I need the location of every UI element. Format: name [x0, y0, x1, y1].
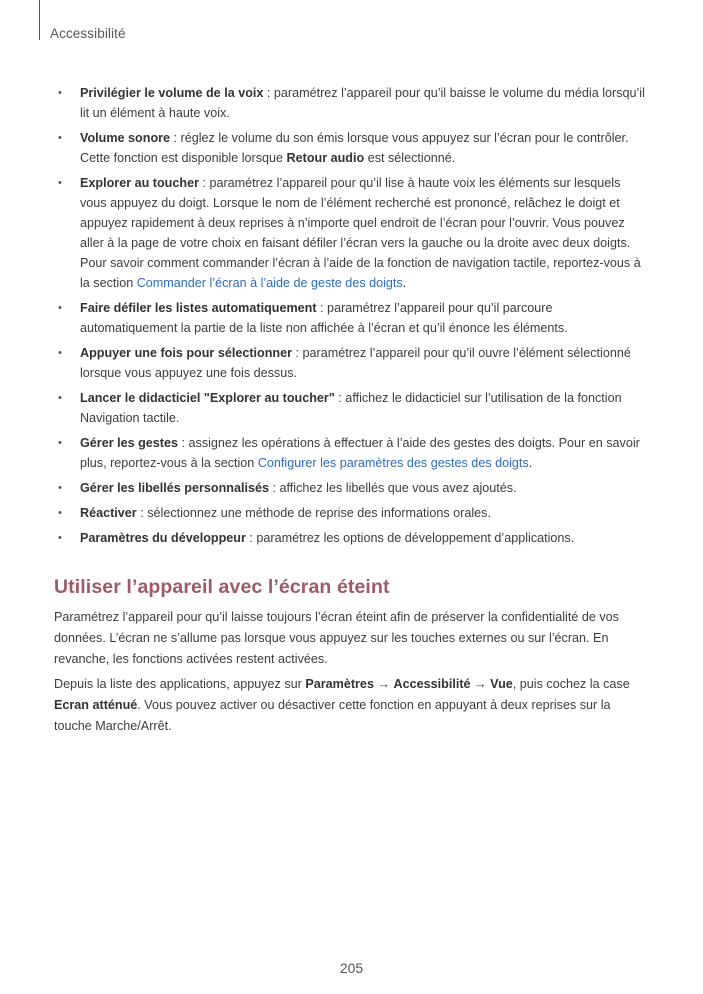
option-description-end: .	[402, 276, 407, 290]
list-item	[54, 388, 648, 428]
section-heading: Utiliser l’appareil avec l’écran éteint	[54, 576, 390, 598]
section-link[interactable]: Commander l’écran à l’aide de geste des doigts	[136, 276, 403, 290]
option-description: : réglez le volume du son émis lorsque vous appuyez sur l’écran pour le contrôler. Cette fonction est disponible lorsque	[80, 131, 629, 165]
bullet-icon: •	[58, 482, 62, 494]
option-term: Privilégier le volume de la voix	[80, 86, 264, 100]
header-rule	[39, 0, 40, 40]
menu-path-accessibility: Accessibilité	[393, 677, 471, 691]
option-term: Paramètres du développeur	[80, 531, 246, 545]
option-description: : affichez les libellés que vous avez ajoutés.	[269, 481, 517, 495]
instruction-text: . Vous pouvez activer ou désactiver cette fonction en appuyant à deux reprises sur la touche Marche/Arrêt.	[54, 698, 611, 733]
option-description: : paramétrez l’appareil pour qu’il lise à haute voix les éléments sur lesquels vous appuyez du doigt. Lorsque le nom de l’élément recherché est prononcé, relâchez le doigt et appuyez rapidement à deux reprises à n’importe quel endroit de l’écran pour l’ouvrir. Vous pouvez aller à la page de votre choix en faisant défiler l’écran vers la gauche ou la droite avec deux doigts. Pour savoir comment commander l’écran à l’aide de la fonction de navigation tactile, reportez-vous à la section	[80, 176, 641, 290]
menu-path-vision: Vue	[490, 677, 513, 691]
option-description-end: .	[528, 456, 533, 470]
options-list	[54, 83, 648, 548]
option-description-end: est sélectionné.	[364, 151, 456, 165]
option-term: Faire défiler les listes automatiquement	[80, 301, 317, 315]
list-item	[54, 298, 648, 338]
bullet-icon: •	[58, 87, 62, 99]
option-term-inline: Retour audio	[286, 151, 365, 165]
list-item	[54, 433, 648, 473]
option-description: : paramétrez l’appareil pour qu’il baisse le volume du média lorsqu’il lit un élément à haute voix.	[80, 86, 645, 120]
page-number: 205	[339, 960, 364, 976]
option-description: : paramétrez l’appareil pour qu’il parcoure automatiquement la partie de la liste non affichée à l’écran et qu’il énonce les éléments.	[80, 301, 568, 335]
bullet-icon: •	[58, 507, 62, 519]
option-term: Lancer le didacticiel "Explorer au toucher"	[80, 391, 335, 405]
bullet-icon: •	[58, 177, 62, 189]
instruction-paragraph	[54, 674, 648, 737]
list-item	[54, 528, 648, 548]
option-description: : sélectionnez une méthode de reprise des informations orales.	[136, 506, 491, 520]
bullet-icon: •	[58, 302, 62, 314]
option-description: : paramétrez l’appareil pour qu’il ouvre l’élément sélectionné lorsque vous appuyez une fois dessus.	[80, 346, 631, 380]
page-header: Accessibilité	[50, 26, 126, 41]
bullet-icon: •	[58, 532, 62, 544]
page-content	[54, 83, 648, 741]
option-term: Réactiver	[80, 506, 137, 520]
list-item	[54, 478, 648, 498]
option-description: : assignez les opérations à effectuer à l’aide des gestes des doigts. Pour en savoir plus, reportez-vous à la section	[80, 436, 640, 470]
option-term: Gérer les libellés personnalisés	[80, 481, 270, 495]
list-item	[54, 343, 648, 383]
option-description: : paramétrez les options de développement d’applications.	[245, 531, 575, 545]
option-term: Volume sonore	[80, 131, 171, 145]
list-item	[54, 128, 648, 168]
option-term: Gérer les gestes	[80, 436, 179, 450]
bullet-icon: •	[58, 392, 62, 404]
list-item	[54, 503, 648, 523]
option-term: Appuyer une fois pour sélectionner	[80, 346, 293, 360]
bullet-icon: •	[58, 347, 62, 359]
arrow-icon: →	[373, 677, 394, 691]
instruction-text: , puis cochez la case	[512, 677, 630, 691]
arrow-icon: →	[470, 677, 491, 691]
bullet-icon: •	[58, 437, 62, 449]
option-dark-screen: Ecran atténué	[54, 698, 138, 712]
list-item	[54, 83, 648, 123]
option-term: Explorer au toucher	[80, 176, 199, 190]
menu-path-settings: Paramètres	[305, 677, 374, 691]
bullet-icon: •	[58, 132, 62, 144]
option-description: : affichez le didacticiel sur l’utilisation de la fonction Navigation tactile.	[80, 391, 622, 425]
instruction-text: Depuis la liste des applications, appuyez sur	[54, 677, 306, 691]
section-paragraph: Paramétrez l’appareil pour qu’il laisse toujours l’écran éteint afin de préserver la confidentialité de vos données. L’écran ne s’allume pas lorsque vous appuyez sur les touches externes ou sur l’écran. En revanche, les fonctions activées restent activées.	[54, 610, 619, 666]
section-link[interactable]: Configurer les paramètres des gestes des doigts	[257, 456, 529, 470]
list-item	[54, 173, 648, 293]
